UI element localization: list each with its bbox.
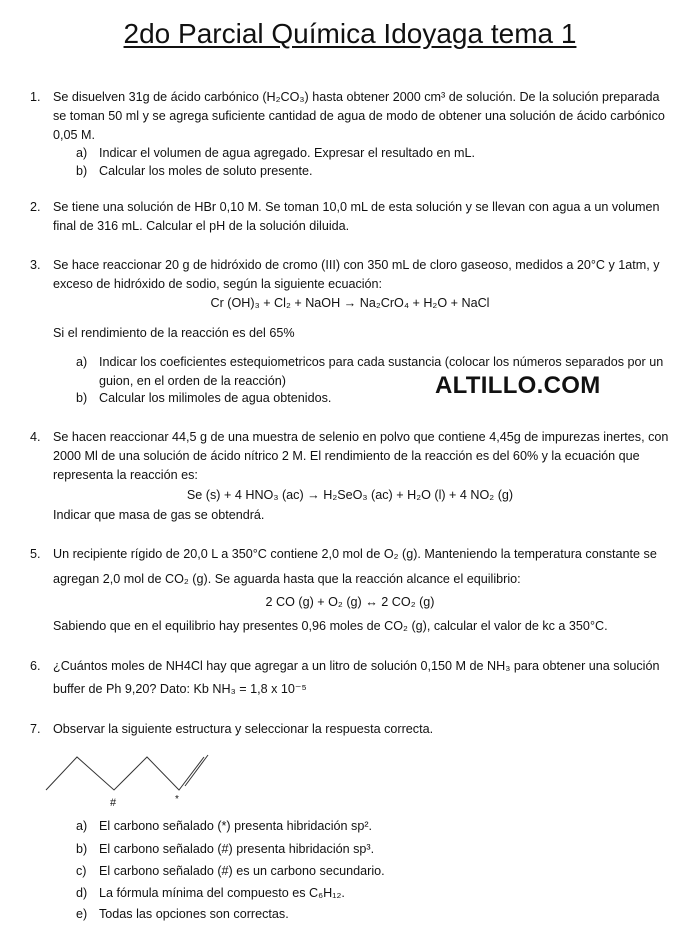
q1-b-label: b) — [76, 164, 88, 178]
q4-number: 4. — [30, 430, 41, 444]
q5-equation: 2 CO (g) + O₂ (g) ↔ 2 CO₂ (g) — [265, 595, 435, 609]
q7-option-label: e) — [76, 907, 88, 921]
q4-text-line: representa la reacción es: — [53, 468, 198, 482]
q1-a-text: Indicar el volumen de agua agregado. Expresar el resultado en mL. — [99, 146, 475, 160]
q5-number: 5. — [30, 547, 41, 561]
q4-text-line: 2000 Ml de una solución de ácido nítrico 2 M. El rendimiento de la reacción es del 60% y la ecuación que — [53, 449, 640, 463]
q1-text-line: se toman 50 ml y se agrega suficiente cantidad de agua de modo de obtener una solución de ácido carbónico — [53, 109, 665, 123]
q1-a-label: a) — [76, 146, 88, 160]
q5-text-line: Un recipiente rígido de 20,0 L a 350°C contiene 2,0 mol de O₂ (g). Manteniendo la temperatura constante se — [53, 547, 657, 561]
q7-option-text: Todas las opciones son correctas. — [99, 907, 289, 921]
q1-text-line: Se disuelven 31g de ácido carbónico (H₂CO₃) hasta obtener 2000 cm³ de solución. De la solución preparada — [53, 90, 660, 104]
hash-marker: # — [110, 797, 117, 809]
q4-equation: Se (s) + 4 HNO₃ (ac) → H₂SeO₃ (ac) + H₂O (l) + 4 NO₂ (g) — [186, 488, 514, 502]
q7-number: 7. — [30, 722, 41, 736]
star-marker: * — [175, 794, 179, 805]
q3-text-line: Se hace reaccionar 20 g de hidróxido de cromo (III) con 350 mL de cloro gaseoso, medidos a 20°C y 1atm, y — [53, 258, 660, 272]
q3-a-label: a) — [76, 355, 88, 369]
watermark-logo: ALTILLO.COM — [435, 372, 601, 399]
q3-b-text: Calcular los milimoles de agua obtenidos. — [99, 391, 332, 405]
skeletal-structure-diagram — [44, 752, 214, 797]
q7-option-label: c) — [76, 864, 87, 878]
q3-equation: Cr (OH)₃ + Cl₂ + NaOH → Na₂CrO₄ + H₂O + NaCl — [210, 296, 490, 310]
q7-option-label: b) — [76, 842, 88, 856]
q5-question: Sabiendo que en el equilibrio hay presentes 0,96 moles de CO₂ (g), calcular el valor de kc a 350°C. — [53, 619, 608, 633]
q1-text-line: 0,05 M. — [53, 128, 95, 142]
q1-number: 1. — [30, 90, 41, 104]
q7-text: Observar la siguiente estructura y seleccionar la respuesta correcta. — [53, 722, 434, 736]
q4-question: Indicar que masa de gas se obtendrá. — [53, 508, 265, 522]
q2-text-line: final de 316 mL. Calcular el pH de la solución diluida. — [53, 219, 350, 233]
q7-option-label: d) — [76, 886, 88, 900]
q2-number: 2. — [30, 200, 41, 214]
q5-text-line: agregan 2,0 mol de CO₂ (g). Se aguarda hasta que la reacción alcance el equilibrio: — [53, 572, 521, 586]
q1-b-text: Calcular los moles de soluto presente. — [99, 164, 313, 178]
q3-number: 3. — [30, 258, 41, 272]
q6-text-line: buffer de Ph 9,20? Dato: Kb NH₃ = 1,8 x 10⁻⁵ — [53, 682, 307, 696]
q3-text-line: exceso de hidróxido de sodio, según la siguiente ecuación: — [53, 277, 383, 291]
q2-text-line: Se tiene una solución de HBr 0,10 M. Se toman 10,0 mL de esta solución y se llevan con agua a un volumen — [53, 200, 660, 214]
q4-text-line: Se hacen reaccionar 44,5 g de una muestra de selenio en polvo que contiene 4,45g de impurezas inertes, con — [53, 430, 669, 444]
q7-option-text: El carbono señalado (#) presenta hibridación sp³. — [99, 842, 375, 856]
q3-a-text: guion, en el orden de la reacción) — [99, 374, 286, 388]
q7-option-label: a) — [76, 819, 88, 833]
q3-b-label: b) — [76, 391, 88, 405]
q7-option-text: El carbono señalado (#) es un carbono secundario. — [99, 864, 385, 878]
q6-number: 6. — [30, 659, 41, 673]
q6-text-line: ¿Cuántos moles de NH4Cl hay que agregar a un litro de solución 0,150 M de NH₃ para obtener una solución — [53, 659, 660, 673]
q7-option-text: La fórmula mínima del compuesto es C₆H₁₂. — [99, 886, 345, 900]
q7-option-text: El carbono señalado (*) presenta hibridación sp². — [99, 819, 373, 833]
q3-yield: Si el rendimiento de la reacción es del 65% — [53, 326, 295, 340]
q3-a-text: Indicar los coeficientes estequiometricos para cada sustancia (colocar los números separados por un — [99, 355, 664, 369]
page-title: 2do Parcial Química Idoyaga tema 1 — [123, 18, 577, 49]
